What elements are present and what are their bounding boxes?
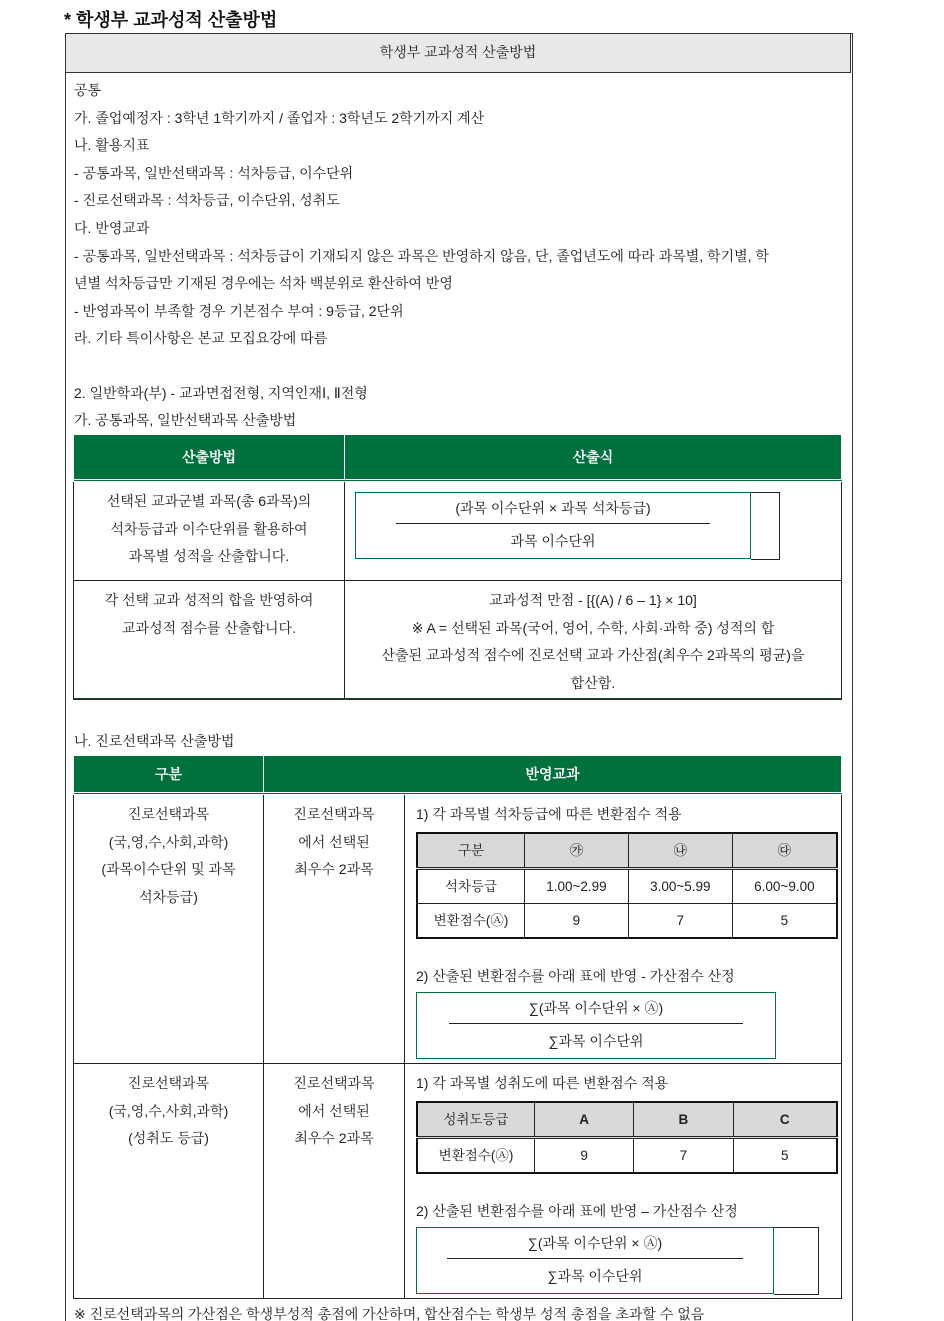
inner-cell: 변환점수(Ⓐ)	[417, 904, 525, 939]
inner-cell: 6.00~9.00	[732, 869, 837, 904]
fraction-formula	[355, 492, 751, 559]
subsection-b-title: 나. 진로선택과목 산출방법	[74, 733, 235, 749]
selection-cell	[264, 794, 405, 1064]
achievement-conversion-table	[416, 1101, 838, 1174]
step2-text: 2) 산출된 변환점수를 아래 표에 반영 - 가산점수 산정	[416, 968, 735, 984]
box-header: 학생부 교과성적 산출방법	[65, 33, 851, 73]
common-line: 공통	[74, 82, 102, 98]
step1-text: 1) 각 과목별 성취도에 따른 변환점수 적용	[416, 1075, 669, 1091]
inner-cell: 변환점수(Ⓐ)	[417, 1138, 535, 1174]
formula-cell	[345, 481, 842, 581]
formula-text: 교과성적 만점 - [{(A) / 6 – 1} × 10]	[489, 592, 697, 608]
inner-cell: 5	[732, 904, 837, 939]
category-text: 석차등급)	[139, 888, 198, 905]
selection-text: 에서 선택된	[298, 833, 370, 850]
method-text: 교과성적 점수를 산출합니다.	[122, 619, 296, 636]
common-line: 다. 반영교과	[74, 220, 150, 236]
category-cell	[74, 1064, 264, 1299]
method-text: 각 선택 교과 성적의 합을 반영하여	[104, 592, 314, 608]
category-text: (과목이수단위 및 과목	[101, 861, 236, 877]
inner-cell: 석차등급	[417, 869, 525, 904]
common-line: - 공통과목, 일반선택과목 : 석차등급, 이수단위	[74, 165, 354, 181]
inner-cell: 9	[535, 1138, 634, 1174]
inner-header: ㉮	[525, 833, 629, 869]
category-text: (국,영,수,사회,과학)	[108, 1102, 229, 1119]
section2-title: 2. 일반학과(부) - 교과면접전형, 지역인재Ⅰ, Ⅱ전형	[74, 385, 368, 401]
inner-header: C	[733, 1102, 837, 1138]
numerator: (과목 이수단위 × 과목 석차등급)	[455, 500, 651, 516]
common-line: - 반영과목이 부족할 경우 기본점수 부여 : 9등급, 2단위	[74, 303, 404, 319]
inner-cell: 5	[733, 1138, 837, 1174]
formula-cell	[345, 581, 842, 700]
selection-text: 최우수 2과목	[294, 861, 374, 877]
calculation-table	[73, 434, 842, 700]
inner-cell: 9	[525, 904, 629, 939]
rank-conversion-table	[416, 832, 838, 939]
category-text: (국,영,수,사회,과학)	[108, 833, 229, 850]
inner-header: 구분	[417, 833, 525, 869]
inner-header: ㉯	[628, 833, 732, 869]
inner-cell: 7	[628, 904, 732, 939]
bonus-formula	[416, 992, 776, 1059]
common-line: 라. 기타 특이사항은 본교 모집요강에 따름	[74, 330, 328, 346]
section2-flow	[73, 380, 842, 1321]
category-text: 진로선택과목	[127, 1075, 210, 1091]
footnote: ※ 진로선택과목의 가산점은 학생부성적 총점에 가산하며, 합산점수는 학생부 성적 총점을 초과할 수 없음	[74, 1306, 705, 1321]
common-line: - 진로선택과목 : 석차등급, 이수단위, 성취도	[74, 192, 340, 208]
header-formula: 산출식	[345, 435, 842, 481]
selection-cell	[264, 1064, 405, 1299]
category-text: 진로선택과목	[127, 806, 210, 822]
category-text: (성취도 등급)	[128, 1130, 209, 1146]
denominator: ∑과목 이수단위	[547, 1268, 643, 1284]
selection-text: 최우수 2과목	[294, 1130, 374, 1146]
numerator: ∑(과목 이수단위 × Ⓐ)	[527, 1235, 663, 1251]
method-text: 과목별 성적을 산출합니다.	[128, 548, 290, 564]
inner-cell: 3.00~5.99	[628, 869, 732, 904]
page-title: * 학생부 교과성적 산출방법	[64, 10, 278, 30]
common-line: - 공통과목, 일반선택과목 : 석차등급이 기재되지 않은 과목은 반영하지 않음, 단, 졸업년도에 따라 과목별, 학기별, 학	[74, 248, 769, 264]
method-text: 석차등급과 이수단위를 활용하여	[110, 520, 308, 537]
step2-text: 2) 산출된 변환점수를 아래 표에 반영 – 가산점수 산정	[416, 1203, 738, 1219]
denominator: 과목 이수단위	[510, 533, 596, 549]
career-elective-table	[73, 755, 842, 1299]
header-method: 산출방법	[74, 435, 345, 481]
inner-cell: 7	[634, 1138, 733, 1174]
common-line: 년별 석차등급만 기재된 경우에는 석차 백분위로 환산하여 반영	[74, 275, 453, 291]
numerator: ∑(과목 이수단위 × Ⓐ)	[528, 1000, 664, 1016]
inner-header: B	[634, 1102, 733, 1138]
inner-header: 성취도등급	[417, 1102, 535, 1138]
method-cell	[74, 481, 345, 581]
bonus-formula	[416, 1227, 774, 1294]
inner-header: ㉰	[732, 833, 837, 869]
inner-header: A	[535, 1102, 634, 1138]
inner-cell: 1.00~2.99	[525, 869, 629, 904]
method-text: 선택된 교과군별 과목(총 6과목)의	[106, 493, 312, 509]
common-line: 가. 졸업예정자 : 3학년 1학기까지 / 졸업자 : 3학년도 2학기까지 계산	[74, 110, 485, 126]
detail-cell	[405, 1064, 842, 1299]
formula-box-extension	[751, 492, 780, 560]
selection-text: 진로선택과목	[293, 806, 375, 822]
formula-box-extension	[774, 1227, 819, 1295]
header-category: 구분	[74, 756, 264, 794]
denominator: ∑과목 이수단위	[548, 1033, 644, 1049]
subsection-a-title: 가. 공통과목, 일반선택과목 산출방법	[74, 412, 297, 428]
formula-text: ※ A = 선택된 과목(국어, 영어, 수학, 사회·과학 중) 성적의 합	[411, 619, 775, 636]
common-line: 나. 활용지표	[74, 137, 150, 153]
header-subjects: 반영교과	[264, 756, 842, 794]
method-cell	[74, 581, 345, 700]
selection-text: 진로선택과목	[293, 1075, 375, 1091]
step1-text: 1) 각 과목별 석차등급에 따른 변환점수 적용	[416, 806, 682, 822]
formula-text: 합산함.	[570, 674, 616, 691]
formula-text: 산출된 교과성적 점수에 진로선택 교과 가산점(최우수 2과목의 평균)을	[381, 647, 805, 663]
detail-cell	[405, 794, 842, 1064]
category-cell	[74, 794, 264, 1064]
selection-text: 에서 선택된	[298, 1102, 370, 1119]
